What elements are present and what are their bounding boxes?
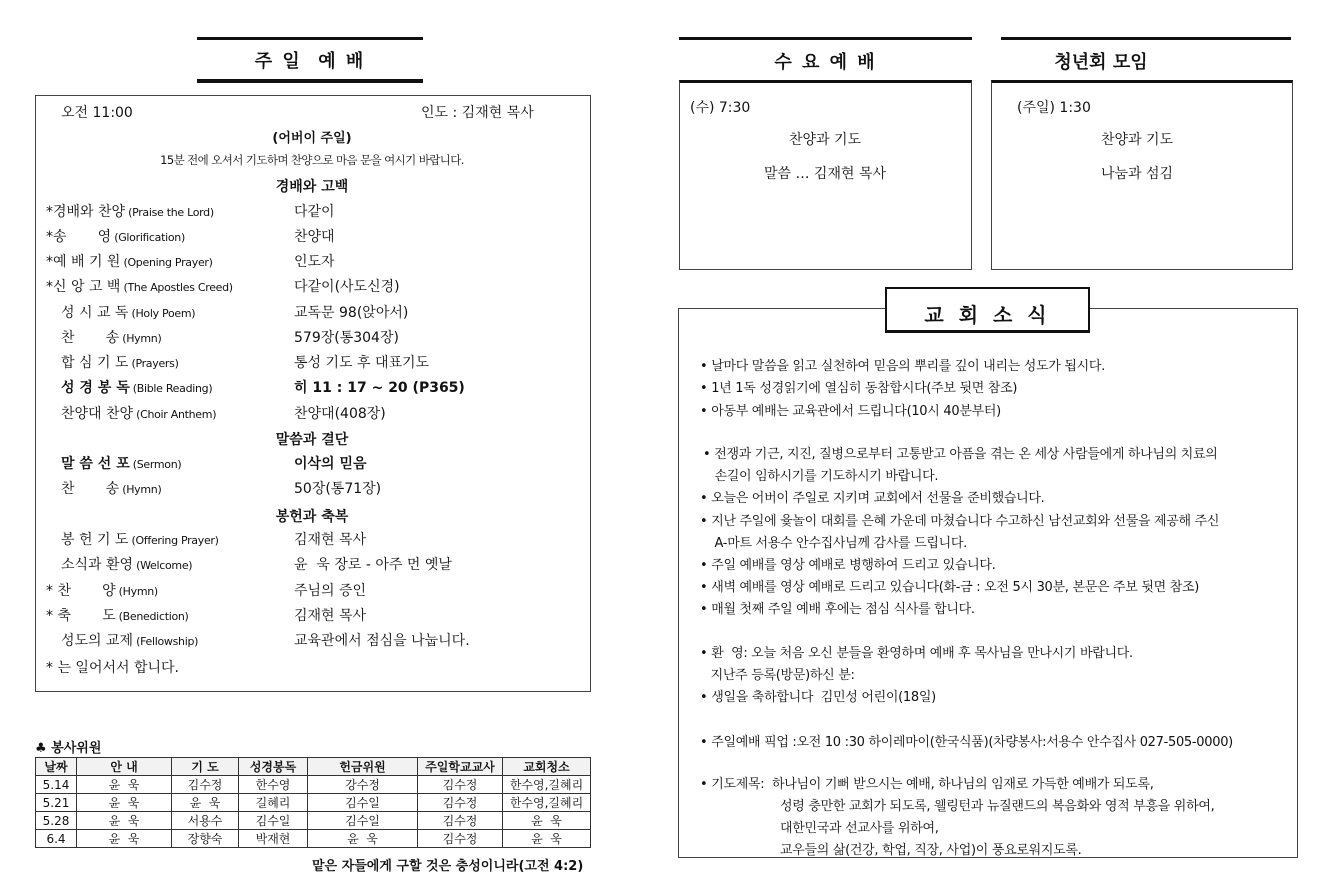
wednesday-title: 수 요 예 배 bbox=[774, 52, 877, 73]
order-item-name: *예 배 기 원 bbox=[46, 254, 121, 270]
order-item-name: * 찬 양 bbox=[46, 583, 116, 599]
order-item-label bbox=[61, 453, 181, 473]
table-cell: 길혜리 bbox=[239, 794, 308, 812]
news-item: • 주일 예배를 영상 예배로 병행하여 드리고 있습니다. bbox=[700, 558, 996, 573]
order-item-value: 김재현 목사 bbox=[294, 532, 367, 548]
order-item-english: (Praise the Lord) bbox=[128, 206, 214, 219]
news-item: • 새벽 예배를 영상 예배로 드리고 있습니다(화-금 : 오전 5시 30분, 본문은 주보 뒷면 참조) bbox=[700, 580, 1200, 595]
table-cell: 윤 욱 bbox=[172, 794, 239, 812]
news-item: • 매월 첫째 주일 예배 후에는 점심 식사를 합니다. bbox=[700, 602, 975, 617]
table-cell: 윤 욱 bbox=[77, 794, 172, 812]
header-reading: 성경봉독 bbox=[239, 758, 308, 776]
table-cell: 윤 욱 bbox=[308, 830, 418, 848]
table-cell: 윤 욱 bbox=[503, 812, 591, 830]
table-cell: 윤 욱 bbox=[77, 830, 172, 848]
news-item: 교우들의 삶(건강, 학업, 직장, 사업)이 풍요로워지도록. bbox=[780, 843, 1082, 858]
news-item: • 아동부 예배는 교육관에서 드립니다(10시 40분부터) bbox=[700, 404, 1001, 419]
section-heading: 말씀과 결단 bbox=[275, 432, 349, 448]
service-time: 오전 11:00 bbox=[61, 105, 133, 121]
table-cell: 강수정 bbox=[308, 776, 418, 794]
table-cell: 김수정 bbox=[418, 830, 503, 848]
table-cell: 윤 욱 bbox=[77, 776, 172, 794]
order-item-label bbox=[46, 226, 185, 246]
table-cell: 김수일 bbox=[308, 794, 418, 812]
order-item-name: 성 경 봉 독 bbox=[61, 380, 130, 396]
table-cell: 한수영,길혜리 bbox=[503, 794, 591, 812]
news-item: 대한민국과 선교사를 위하여, bbox=[780, 821, 939, 836]
order-item-english: (Holy Poem) bbox=[131, 307, 196, 320]
wednesday-line2: 말씀 … 김재현 목사 bbox=[763, 166, 887, 182]
order-item-value: 찬양대 bbox=[294, 229, 335, 245]
order-item-name: * 축 도 bbox=[46, 608, 116, 624]
volunteers-title: ♣ 봉사위원 bbox=[35, 741, 102, 756]
table-cell: 6.4 bbox=[36, 830, 77, 848]
news-item: • 주일예배 픽업 :오전 10 :30 하이레마이(한국식품)(차량봉사:서용수 안수집사 027-505-0000) bbox=[700, 735, 1233, 750]
order-item-value: 히 11 : 17 ~ 20 (P365) bbox=[294, 380, 465, 396]
sunday-title: 주 일 예 배 bbox=[254, 51, 366, 72]
news-title: 교 회 소 식 bbox=[924, 303, 1051, 327]
header-teacher: 주일학교교사 bbox=[418, 758, 503, 776]
news-item: • 생일을 축하합니다 김민성 어린이(18일) bbox=[700, 690, 936, 705]
order-item-english: (Offering Prayer) bbox=[131, 534, 219, 547]
order-item-english: (Prayers) bbox=[131, 357, 179, 370]
service-notice: 15분 전에 오셔서 기도하며 찬양으로 마음 문을 여시기 바랍니다. bbox=[160, 153, 464, 167]
order-item-value: 다같이 bbox=[294, 204, 335, 220]
order-item-label bbox=[61, 630, 198, 650]
table-cell: 5.14 bbox=[36, 776, 77, 794]
order-item-english: (Benediction) bbox=[118, 610, 189, 623]
order-item-english: (Sermon) bbox=[132, 458, 182, 471]
order-item-label bbox=[61, 352, 179, 372]
wednesday-title-rule bbox=[679, 37, 972, 40]
news-item: 지난주 등록(방문)하신 분: bbox=[703, 668, 855, 683]
table-row bbox=[36, 830, 591, 848]
section-heading: 봉헌과 축복 bbox=[275, 509, 349, 525]
news-item: A-마트 서용수 안수집사님께 감사를 드립니다. bbox=[703, 536, 968, 551]
order-item-english: (Opening Prayer) bbox=[123, 256, 213, 269]
header-prayer: 기 도 bbox=[172, 758, 239, 776]
order-item-english: (Fellowship) bbox=[136, 635, 199, 648]
wednesday-line1: 찬양과 기도 bbox=[788, 132, 862, 148]
table-cell: 김수정 bbox=[172, 776, 239, 794]
order-item-name: *송 영 bbox=[46, 229, 112, 245]
order-item-value: 50장(통71장) bbox=[294, 481, 382, 497]
sunday-title-top-rule bbox=[197, 37, 423, 40]
order-item-value: 이삭의 믿음 bbox=[294, 456, 367, 472]
table-cell: 김수일 bbox=[239, 812, 308, 830]
order-item-value: 인도자 bbox=[294, 254, 335, 270]
order-item-label bbox=[46, 201, 214, 221]
order-item-label bbox=[46, 605, 189, 625]
order-item-value: 윤 욱 장로 - 아주 먼 옛날 bbox=[294, 557, 452, 573]
news-title-box bbox=[885, 287, 1090, 333]
header-date: 날짜 bbox=[36, 758, 77, 776]
wednesday-box bbox=[679, 80, 972, 270]
youth-box bbox=[991, 80, 1293, 270]
order-item-english: (Choir Anthem) bbox=[136, 408, 217, 421]
order-item-name: 합 심 기 도 bbox=[61, 355, 129, 371]
service-theme: (어버이 주일) bbox=[272, 131, 352, 146]
news-item: • 오늘은 어버이 주일로 지키며 교회에서 선물을 준비했습니다. bbox=[700, 491, 1045, 506]
table-row bbox=[36, 776, 591, 794]
header-cleaning: 교회청소 bbox=[503, 758, 591, 776]
standing-footnote: * 는 일어서서 합니다. bbox=[46, 660, 179, 676]
order-item-name: 말 씀 선 포 bbox=[61, 456, 130, 472]
order-item-name: 소식과 환영 bbox=[61, 557, 134, 573]
sunday-order-box bbox=[35, 95, 591, 692]
table-cell: 김수일 bbox=[308, 812, 418, 830]
closing-verse: 맡은 자들에게 구할 것은 충성이니라(고전 4:2) bbox=[312, 859, 584, 874]
table-cell: 5.21 bbox=[36, 794, 77, 812]
table-cell: 5.28 bbox=[36, 812, 77, 830]
table-cell: 김수정 bbox=[418, 812, 503, 830]
table-cell: 한수영,길혜리 bbox=[503, 776, 591, 794]
table-cell: 김수정 bbox=[418, 776, 503, 794]
news-item: • 지난 주일에 윷놀이 대회를 은혜 가운데 마쳤습니다 수고하신 남선교회와 선물을 제공해 주신 bbox=[700, 514, 1220, 529]
order-item-value: 통성 기도 후 대표기도 bbox=[294, 355, 430, 371]
order-item-value: 다같이(사도신경) bbox=[294, 279, 400, 295]
table-cell: 박재현 bbox=[239, 830, 308, 848]
order-item-english: (The Apostles Creed) bbox=[123, 281, 233, 294]
order-item-label bbox=[61, 302, 195, 322]
order-item-value: 579장(통304장) bbox=[294, 330, 399, 346]
table-row bbox=[36, 794, 591, 812]
youth-time: (주일) 1:30 bbox=[1017, 100, 1091, 116]
sunday-title-bottom-rule bbox=[197, 79, 423, 83]
order-item-value: 찬양대(408장) bbox=[294, 406, 386, 422]
order-item-name: *경배와 찬양 bbox=[46, 204, 126, 220]
order-item-label bbox=[46, 276, 233, 296]
order-item-value: 교육관에서 점심을 나눕니다. bbox=[294, 633, 470, 649]
order-item-value: 김재현 목사 bbox=[294, 608, 367, 624]
order-item-value: 교독문 98(앉아서) bbox=[294, 305, 409, 321]
table-cell: 한수영 bbox=[239, 776, 308, 794]
section-heading: 경배와 고백 bbox=[275, 179, 349, 195]
order-item-name: *신 앙 고 백 bbox=[46, 279, 121, 295]
order-item-english: (Hymn) bbox=[118, 585, 158, 598]
volunteers-header-row bbox=[36, 758, 591, 776]
header-usher: 안 내 bbox=[77, 758, 172, 776]
table-row bbox=[36, 812, 591, 830]
service-leader: 인도 : 김재현 목사 bbox=[421, 105, 534, 121]
order-item-label bbox=[61, 377, 212, 397]
youth-title-rule bbox=[1001, 37, 1291, 40]
youth-line2: 나눔과 섬김 bbox=[1100, 166, 1174, 182]
news-item: 성령 충만한 교회가 되도록, 웰링턴과 뉴질랜드의 복음화와 영적 부흥을 위하여, bbox=[780, 799, 1215, 814]
table-cell: 윤 욱 bbox=[77, 812, 172, 830]
order-item-english: (Glorification) bbox=[114, 231, 185, 244]
order-item-english: (Hymn) bbox=[122, 483, 162, 496]
order-item-english: (Hymn) bbox=[122, 332, 162, 345]
table-cell: 김수정 bbox=[418, 794, 503, 812]
order-item-label bbox=[46, 580, 158, 600]
order-item-english: (Bible Reading) bbox=[132, 382, 213, 395]
order-item-name: 봉 헌 기 도 bbox=[61, 532, 129, 548]
news-item: 손길이 임하시기를 기도하시기 바랍니다. bbox=[703, 469, 939, 484]
order-item-label bbox=[46, 251, 213, 271]
header-offering: 헌금위원 bbox=[308, 758, 418, 776]
youth-line1: 찬양과 기도 bbox=[1100, 132, 1174, 148]
table-cell: 윤 욱 bbox=[503, 830, 591, 848]
order-item-english: (Welcome) bbox=[136, 559, 193, 572]
news-item: • 날마다 말씀을 읽고 실천하여 믿음의 뿌리를 깊이 내리는 성도가 됩시다. bbox=[700, 359, 1106, 374]
youth-title: 청년회 모임 bbox=[1054, 52, 1148, 73]
order-item-name: 찬 송 bbox=[61, 330, 120, 346]
order-item-name: 찬양대 찬양 bbox=[61, 406, 134, 422]
news-item: • 기도제목: 하나님이 기뻐 받으시는 예배, 하나님의 임재로 가득한 예배가 되도록, bbox=[700, 777, 1154, 792]
order-item-name: 성도의 교제 bbox=[61, 633, 134, 649]
order-item-name: 성 시 교 독 bbox=[61, 305, 129, 321]
wednesday-time: (수) 7:30 bbox=[690, 100, 751, 116]
order-item-label bbox=[61, 403, 216, 423]
order-item-value: 주님의 증인 bbox=[294, 583, 367, 599]
table-cell: 장향숙 bbox=[172, 830, 239, 848]
news-item: • 전쟁과 기근, 지진, 질병으로부터 고통받고 아픔을 겪는 온 세상 사람들에게 하나님의 치료의 bbox=[703, 447, 1218, 462]
order-item-label bbox=[61, 478, 161, 498]
news-item: • 1년 1독 성경읽기에 열심히 동참합시다(주보 뒷면 참조) bbox=[700, 381, 1018, 396]
table-cell: 서용수 bbox=[172, 812, 239, 830]
news-item: • 환 영: 오늘 처음 오신 분들을 환영하며 예배 후 목사님을 만나시기 바랍니다. bbox=[700, 646, 1133, 661]
order-item-name: 찬 송 bbox=[61, 481, 120, 497]
order-item-label bbox=[61, 327, 161, 347]
order-item-label bbox=[61, 554, 192, 574]
volunteers-table bbox=[35, 757, 591, 848]
order-item-label bbox=[61, 529, 219, 549]
